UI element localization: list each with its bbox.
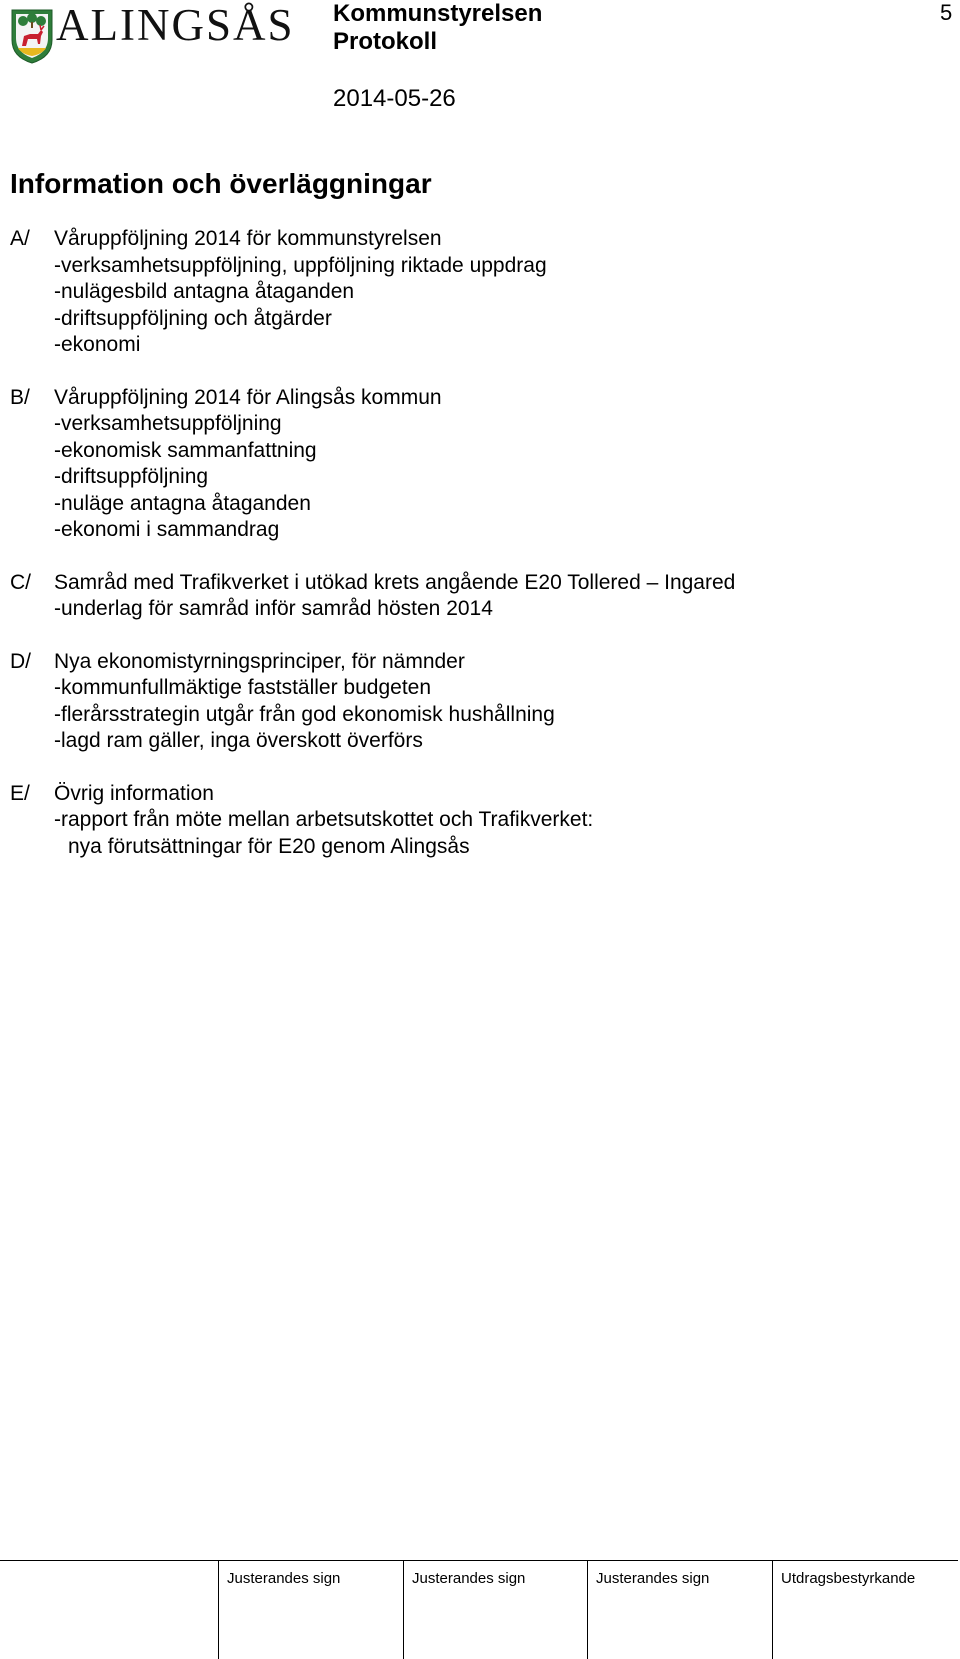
meeting-date: 2014-05-26: [333, 85, 456, 112]
signature-box-label: Justerandes sign: [596, 1570, 710, 1587]
section-heading: Samråd med Trafikverket i utökad krets angående E20 Tollered – Ingared: [54, 570, 736, 594]
section-letter: C/: [10, 570, 31, 594]
certification-box-label: Utdragsbestyrkande: [781, 1570, 916, 1587]
section-heading: Övrig information: [54, 781, 214, 805]
section-line: -nulägesbild antagna åtaganden: [54, 280, 355, 303]
agenda-section-a: [10, 226, 930, 359]
section-line: -underlag för samråd inför samråd hösten 2014: [54, 597, 493, 620]
agenda-section-b: [10, 385, 930, 544]
section-heading: Våruppföljning 2014 för kommunstyrelsen: [54, 227, 442, 250]
section-line: -rapport från möte mellan arbetsutskottet och Trafikverket:: [54, 808, 594, 831]
section-line: -driftsuppföljning och åtgärder: [54, 306, 332, 330]
page-number: 5: [940, 0, 953, 25]
section-line: -kommunfullmäktige fastställer budgeten: [54, 676, 432, 699]
section-letter: E/: [10, 781, 30, 805]
agenda-sections: [10, 226, 930, 886]
section-line: -flerårsstrategin utgår från god ekonomisk hushållning: [54, 702, 555, 726]
footer-column-divider: [587, 1560, 588, 1659]
signature-box-label: Justerandes sign: [227, 1570, 341, 1587]
section-line: -ekonomi: [54, 333, 141, 356]
section-line: -verksamhetsuppföljning, uppföljning riktade uppdrag: [54, 253, 547, 277]
agenda-section-d: [10, 649, 930, 755]
signature-box-label: Justerandes sign: [412, 1570, 526, 1587]
section-line: -driftsuppföljning: [54, 465, 209, 488]
footer-divider: [0, 1560, 958, 1561]
footer-column-divider: [403, 1560, 404, 1659]
logo-wordmark: ALINGSÅS: [56, 0, 295, 50]
agenda-section-c: [10, 570, 930, 623]
footer-column-divider: [772, 1560, 773, 1659]
section-line: -lagd ram gäller, inga överskott överförs: [54, 729, 423, 752]
section-line: -ekonomi i sammandrag: [54, 518, 280, 541]
section-line: -verksamhetsuppföljning: [54, 412, 282, 435]
section-heading: Våruppföljning 2014 för Alingsås kommun: [54, 385, 442, 409]
section-letter: A/: [10, 227, 30, 250]
page-title: Information och överläggningar: [10, 168, 432, 199]
organization-name: Kommunstyrelsen: [333, 0, 543, 27]
section-line: -ekonomisk sammanfattning: [54, 438, 317, 462]
alingsas-coat-of-arms-icon: [10, 8, 54, 64]
section-line: -nuläge antagna åtaganden: [54, 491, 311, 515]
section-letter: D/: [10, 649, 31, 673]
agenda-section-e: [10, 781, 930, 861]
section-heading: Nya ekonomistyrningsprinciper, för nämnder: [54, 649, 465, 673]
footer-column-divider: [218, 1560, 219, 1659]
section-line: nya förutsättningar för E20 genom Alingsås: [68, 834, 470, 858]
document-type: Protokoll: [333, 28, 438, 55]
section-letter: B/: [10, 385, 30, 409]
